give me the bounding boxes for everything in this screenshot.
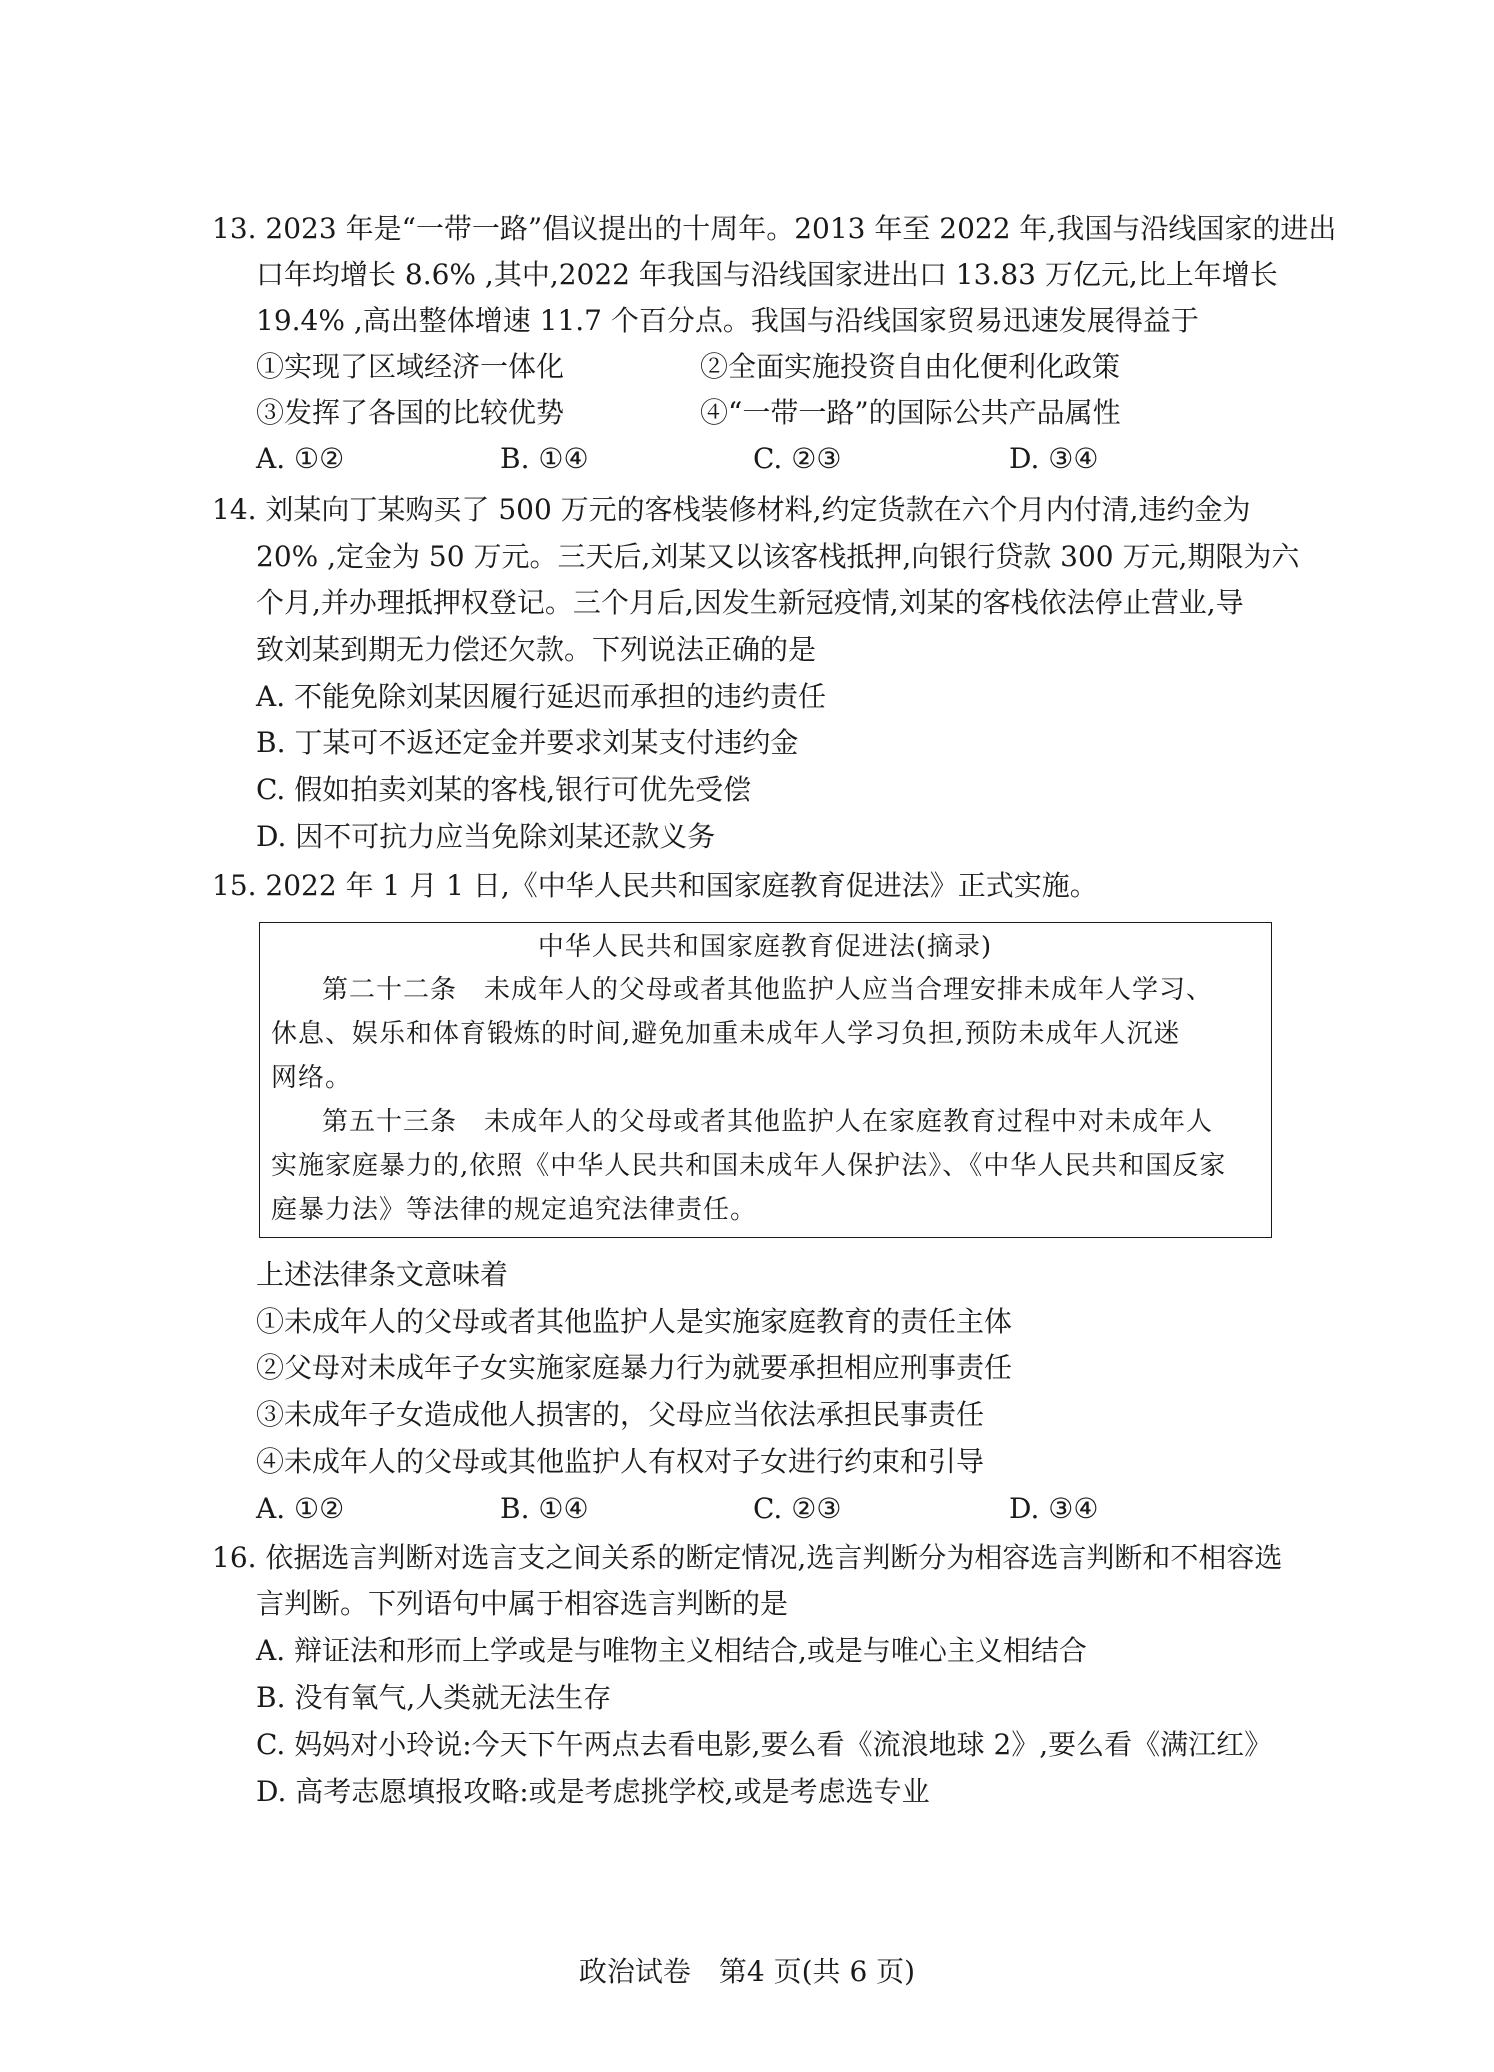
q15-option-c: C. ②③ [753, 1492, 842, 1525]
q13-stem-line1: 13. 2023 年是“一带一路”倡议提出的十周年。2013 年至 2022 年,我国与沿线国家的进出 [212, 212, 1337, 245]
q15-statement-1: ①未成年人的父母或者其他监护人是实施家庭教育的责任主体 [256, 1305, 1013, 1338]
q15-option-b: B. ①④ [500, 1492, 589, 1525]
q15-option-d: D. ③④ [1009, 1492, 1099, 1525]
q15-statement-4: ④未成年人的父母或其他监护人有权对子女进行约束和引导 [256, 1445, 985, 1478]
q16-option-b: B. 没有氧气,人类就无法生存 [256, 1681, 612, 1714]
law-excerpt-title: 中华人民共和国家庭教育促进法(摘录) [537, 932, 993, 962]
q14-stem-line4: 致刘某到期无力偿还欠款。下列说法正确的是 [256, 633, 817, 666]
q13-statement-2: ②全面实施投资自由化便利化政策 [700, 350, 1121, 383]
q15-option-a: A. ①② [256, 1492, 345, 1525]
q13-option-d: D. ③④ [1009, 442, 1099, 475]
q15-statement-3: ③未成年子女造成他人损害的，父母应当依法承担民事责任 [256, 1398, 985, 1431]
q15-statement-2: ②父母对未成年子女实施家庭暴力行为就要承担相应刑事责任 [256, 1351, 1013, 1384]
page-footer: 政治试卷 第4 页(共 6 页) [578, 1955, 916, 1988]
q13-statement-4: ④“一带一路”的国际公共产品属性 [700, 396, 1121, 429]
q13-statement-1: ①实现了区域经济一体化 [256, 350, 565, 383]
q13-option-c: C. ②③ [753, 442, 842, 475]
q14-stem-line2: 20% ,定金为 50 万元。三天后,刘某又以该客栈抵押,向银行贷款 300 万元,期限为六 [256, 540, 1300, 573]
q16-stem-line1: 16. 依据选言判断对选言支之间关系的断定情况,选言判断分为相容选言判断和不相容选 [212, 1541, 1283, 1574]
q16-option-d: D. 高考志愿填报攻略:或是考虑挑学校,或是考虑选专业 [256, 1775, 930, 1808]
law-article-53-line2: 实施家庭暴力的,依照《中华人民共和国未成年人保护法》、《中华人民共和国反家 [271, 1151, 1227, 1181]
q14-option-b: B. 丁某可不返还定金并要求刘某支付违约金 [256, 726, 799, 759]
q14-stem-line1: 14. 刘某向丁某购买了 500 万元的客栈装修材料,约定货款在六个月内付清,违约金为 [212, 493, 1251, 526]
q14-option-c: C. 假如拍卖刘某的客栈,银行可优先受偿 [256, 773, 752, 806]
q13-option-a: A. ①② [256, 442, 345, 475]
law-article-22-line3: 网络。 [271, 1063, 353, 1093]
q14-option-a: A. 不能免除刘某因履行延迟而承担的违约责任 [256, 680, 827, 713]
q16-option-a: A. 辩证法和形而上学或是与唯物主义相结合,或是与唯心主义相结合 [256, 1634, 1087, 1667]
law-article-22-line2: 休息、娱乐和体育锻炼的时间,避免加重未成年人学习负担,预防未成年人沉迷 [271, 1019, 1181, 1049]
law-excerpt-box [259, 922, 1272, 1238]
law-article-53-line1: 第五十三条 未成年人的父母或者其他监护人在家庭教育过程中对未成年人 [322, 1107, 1214, 1137]
law-article-53-line3: 庭暴力法》等法律的规定追究法律责任。 [271, 1195, 758, 1225]
q14-option-d: D. 因不可抗力应当免除刘某还款义务 [256, 820, 716, 853]
q13-stem-line3: 19.4% ,高出整体增速 11.7 个百分点。我国与沿线国家贸易迅速发展得益于 [256, 304, 1199, 337]
q14-stem-line3: 个月,并办理抵押权登记。三个月后,因发生新冠疫情,刘某的客栈依法停止营业,导 [256, 586, 1244, 619]
q15-prompt: 上述法律条文意味着 [256, 1258, 509, 1291]
q16-stem-line2: 言判断。下列语句中属于相容选言判断的是 [256, 1587, 789, 1620]
q13-statement-3: ③发挥了各国的比较优势 [256, 396, 565, 429]
law-article-22-line1: 第二十二条 未成年人的父母或者其他监护人应当合理安排未成年人学习、 [322, 975, 1214, 1005]
q16-option-c: C. 妈妈对小玲说:今天下午两点去看电影,要么看《流浪地球 2》,要么看《满江红》 [256, 1728, 1273, 1761]
q13-stem-line2: 口年均增长 8.6% ,其中,2022 年我国与沿线国家进出口 13.83 万亿元,比上年增长 [256, 258, 1278, 291]
q13-option-b: B. ①④ [500, 442, 589, 475]
q15-stem-line1: 15. 2022 年 1 月 1 日,《中华人民共和国家庭教育促进法》正式实施。 [212, 869, 1098, 902]
